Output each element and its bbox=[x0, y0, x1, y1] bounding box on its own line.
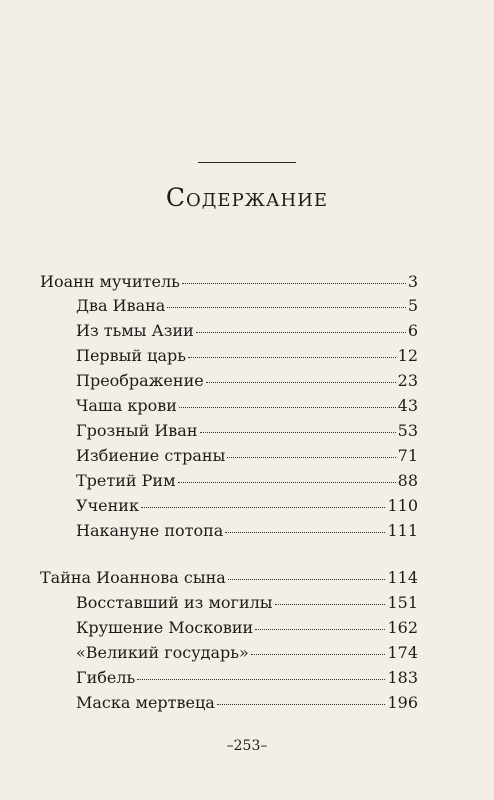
toc-chapter-entry-title: Преображение bbox=[76, 371, 204, 390]
dot-leader bbox=[188, 356, 396, 358]
toc-section-entry-title: Тайна Иоаннова сына bbox=[40, 568, 226, 587]
toc-chapter-entry bbox=[76, 296, 418, 316]
toc-chapter-entry-page: 174 bbox=[387, 643, 418, 662]
toc-chapter-entry-title: Гибель bbox=[76, 668, 136, 687]
dot-leader bbox=[178, 481, 396, 483]
toc-chapter-entry-page: 12 bbox=[397, 346, 418, 365]
toc-chapter-entry-page: 162 bbox=[387, 618, 418, 637]
toc-chapter-entry bbox=[76, 593, 418, 613]
toc-chapter-entry-page: 151 bbox=[387, 593, 418, 612]
toc-chapter-entry bbox=[76, 643, 418, 663]
toc-chapter-entry-page: 71 bbox=[397, 446, 418, 465]
toc-chapter-entry-title: Чаша крови bbox=[76, 396, 177, 415]
dot-leader bbox=[200, 431, 396, 433]
dot-leader bbox=[251, 653, 386, 655]
dot-leader bbox=[227, 456, 395, 458]
toc-chapter-entry-page: 6 bbox=[407, 321, 418, 340]
toc-chapter-entry-page: 110 bbox=[387, 496, 418, 515]
dot-leader bbox=[225, 531, 385, 533]
toc-chapter-entry-page: 196 bbox=[387, 693, 418, 712]
toc-section-entry bbox=[40, 568, 418, 588]
dot-leader bbox=[255, 628, 385, 630]
toc-chapter-entry-page: 43 bbox=[397, 396, 418, 415]
dot-leader bbox=[137, 678, 385, 680]
toc-chapter-entry-title: Восставший из могилы bbox=[76, 593, 273, 612]
toc-chapter-entry bbox=[76, 346, 418, 366]
toc-section-entry bbox=[40, 272, 418, 292]
toc-chapter-entry bbox=[76, 618, 418, 638]
toc-chapter-entry-page: 88 bbox=[397, 471, 418, 490]
toc-chapter-entry bbox=[76, 371, 418, 391]
toc-section-entry-page: 114 bbox=[387, 568, 418, 587]
toc-chapter-entry-title: Первый царь bbox=[76, 346, 186, 365]
toc-section-entry-title: Иоанн мучитель bbox=[40, 272, 180, 291]
toc-chapter-entry-title: «Великий государь» bbox=[76, 643, 249, 662]
dot-leader bbox=[217, 703, 386, 705]
toc-chapter-entry-page: 53 bbox=[397, 421, 418, 440]
toc-chapter-entry bbox=[76, 446, 418, 466]
toc-section-entry-page: 3 bbox=[407, 272, 418, 291]
toc-chapter-entry-title: Ученик bbox=[76, 496, 139, 515]
toc-chapter-entry-title: Избиение страны bbox=[76, 446, 226, 465]
toc-chapter-entry bbox=[76, 471, 418, 491]
toc-chapter-entry bbox=[76, 668, 418, 688]
toc-chapter-entry bbox=[76, 496, 418, 516]
toc-chapter-entry-title: Из тьмы Азии bbox=[76, 321, 194, 340]
page-title: Содержание bbox=[165, 183, 329, 212]
dot-leader bbox=[228, 578, 386, 580]
toc-chapter-entry-page: 111 bbox=[387, 521, 418, 540]
title-rule bbox=[198, 162, 296, 163]
toc-chapter-entry bbox=[76, 693, 418, 713]
dot-leader bbox=[179, 406, 396, 408]
dot-leader bbox=[182, 282, 406, 284]
toc-chapter-entry-title: Маска мертвеца bbox=[76, 693, 215, 712]
toc-chapter-entry-title: Грозный Иван bbox=[76, 421, 198, 440]
toc-chapter-entry-title: Два Ивана bbox=[76, 296, 166, 315]
toc-chapter-entry-page: 5 bbox=[407, 296, 418, 315]
toc-chapter-entry-title: Крушение Московии bbox=[76, 618, 254, 637]
toc-chapter-entry bbox=[76, 396, 418, 416]
dot-leader bbox=[206, 381, 396, 383]
toc-chapter-entry-page: 23 bbox=[397, 371, 418, 390]
dot-leader bbox=[275, 603, 386, 605]
toc-chapter-entry bbox=[76, 521, 418, 541]
toc-chapter-entry bbox=[76, 321, 418, 341]
dot-leader bbox=[167, 306, 405, 308]
toc-chapter-entry-title: Накануне потопа bbox=[76, 521, 224, 540]
dot-leader bbox=[141, 506, 386, 508]
page-number: –253– bbox=[226, 738, 268, 754]
toc-chapter-entry-page: 183 bbox=[387, 668, 418, 687]
toc-chapter-entry bbox=[76, 421, 418, 441]
toc-chapter-entry-title: Третий Рим bbox=[76, 471, 176, 490]
dot-leader bbox=[196, 331, 406, 333]
